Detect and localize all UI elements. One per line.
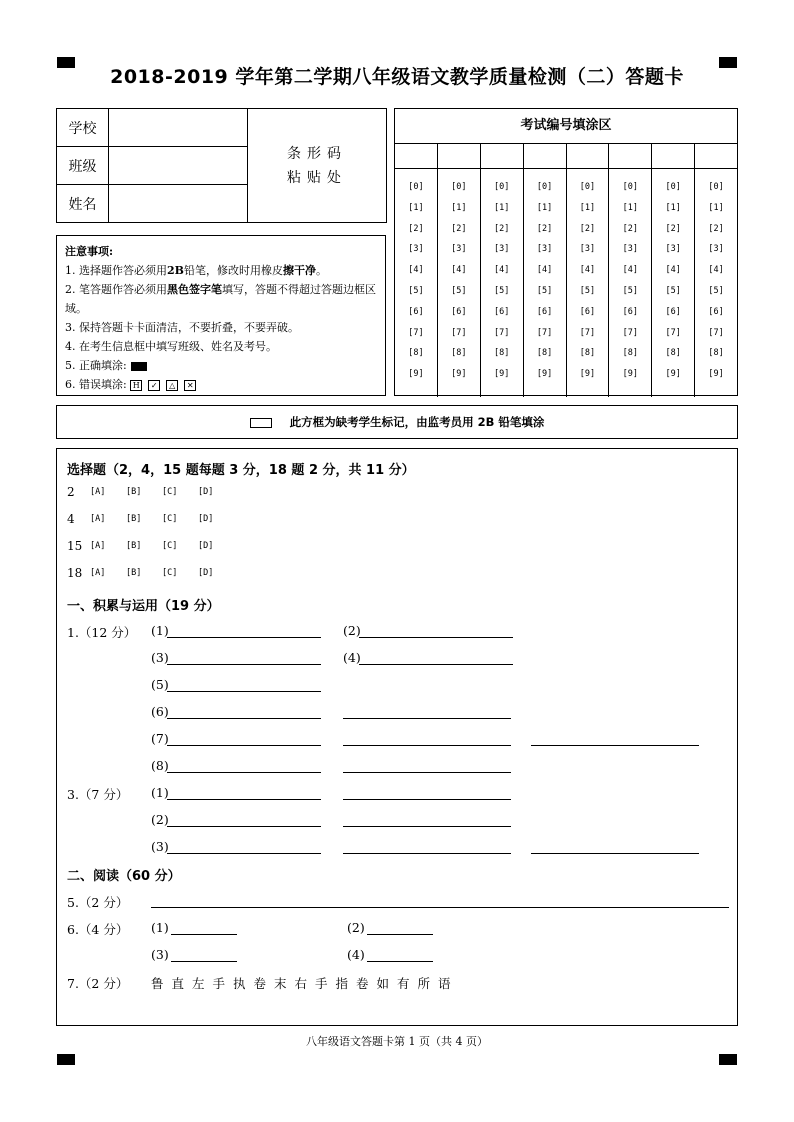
exam-id-bubble[interactable]: [4]	[451, 265, 467, 276]
student-info-table	[56, 108, 387, 223]
class-field[interactable]	[109, 147, 248, 185]
exam-id-bubble[interactable]: [3]	[451, 244, 467, 255]
choice-option-bubble[interactable]: [D]	[198, 568, 214, 578]
exam-id-bubble[interactable]: [2]	[579, 223, 596, 234]
answer-line[interactable]	[359, 664, 513, 665]
exam-id-bubble[interactable]: [0]	[408, 182, 424, 192]
exam-id-bubble[interactable]: [7]	[579, 327, 596, 338]
exam-id-bubble[interactable]: [0]	[494, 182, 510, 192]
exam-id-bubble[interactable]: [5]	[494, 285, 510, 296]
school-label: 学校	[57, 109, 109, 147]
exam-id-bubble[interactable]: [6]	[451, 306, 467, 317]
exam-id-title: 考试编号填涂区	[395, 109, 737, 144]
q5-label: 5.（2 分）	[67, 895, 129, 910]
exam-id-bubble[interactable]: [9]	[451, 369, 467, 380]
exam-id-digit-cell[interactable]	[395, 144, 437, 169]
exam-id-bubble[interactable]: [7]	[665, 327, 681, 338]
q7-text: 鲁直左手执卷末右手指卷如有所语	[151, 976, 459, 991]
q7-label: 7.（2 分）	[67, 976, 129, 991]
exam-id-bubble[interactable]: [8]	[579, 348, 596, 359]
exam-id-bubble[interactable]: [3]	[708, 244, 724, 255]
answer-line[interactable]	[167, 772, 321, 773]
exam-id-bubble[interactable]: [9]	[494, 369, 510, 380]
q1-label: 1.（12 分）	[67, 625, 137, 640]
exam-id-bubble[interactable]: [0]	[708, 182, 724, 192]
notes-item-1: 1. 选择题作答必须用2B铅笔，修改时用橡皮擦干净。	[65, 264, 327, 277]
exam-id-bubble[interactable]: [8]	[536, 348, 553, 359]
exam-id-bubble[interactable]: [9]	[665, 369, 681, 380]
exam-id-bubble[interactable]: [6]	[579, 306, 596, 317]
choice-option-bubble[interactable]: [B]	[126, 514, 142, 524]
answer-line[interactable]	[167, 826, 321, 827]
q6-answer-line-3[interactable]	[171, 961, 237, 962]
choice-question-number: 15	[67, 539, 83, 553]
exam-id-column	[481, 144, 524, 397]
exam-id-bubble[interactable]: [5]	[622, 285, 638, 296]
choice-option-bubble[interactable]: [C]	[162, 568, 178, 578]
exam-id-bubble[interactable]: [0]	[451, 182, 467, 192]
exam-id-bubble[interactable]: [1]	[494, 202, 510, 213]
school-field[interactable]	[109, 109, 248, 147]
exam-id-bubble[interactable]: [4]	[708, 265, 724, 276]
exam-id-bubble[interactable]: [3]	[665, 244, 681, 255]
answer-line[interactable]	[167, 745, 321, 746]
name-field[interactable]	[109, 185, 248, 223]
exam-id-bubble[interactable]: [1]	[408, 202, 424, 213]
exam-id-bubble[interactable]: [0]	[665, 182, 681, 192]
sub-question-label: (3)	[151, 839, 169, 854]
exam-id-column	[567, 144, 610, 397]
exam-id-bubble[interactable]: [8]	[665, 348, 681, 359]
exam-id-bubble[interactable]: [7]	[622, 327, 638, 338]
choice-option-bubble[interactable]: [D]	[198, 541, 214, 551]
answer-line[interactable]	[343, 745, 511, 746]
exam-id-bubble[interactable]: [4]	[665, 265, 681, 276]
exam-id-digit-cell[interactable]	[695, 144, 737, 169]
exam-id-bubble[interactable]: [7]	[708, 327, 724, 338]
exam-id-bubble[interactable]: [8]	[408, 348, 424, 359]
q6-label: 6.（4 分）	[67, 922, 129, 937]
q6-sub-1: (1)	[151, 920, 169, 935]
choice-option-bubble[interactable]: [D]	[198, 487, 214, 497]
exam-id-column	[524, 144, 567, 397]
exam-id-bubble[interactable]: [2]	[622, 223, 638, 234]
notes-item-4: 4. 在考生信息框中填写班级、姓名及考号。	[65, 340, 277, 353]
answer-line[interactable]	[359, 637, 513, 638]
notes-item-5: 5. 正确填涂:	[65, 356, 377, 375]
q6-sub-4: (4)	[347, 947, 365, 962]
exam-id-bubble[interactable]: [2]	[408, 223, 424, 234]
exam-id-bubble[interactable]: [1]	[708, 202, 724, 213]
absent-text: 此方框为缺考学生标记，由监考员用 2B 铅笔填涂	[289, 415, 545, 429]
exam-id-digit-cell[interactable]	[481, 144, 523, 169]
answer-line[interactable]	[343, 826, 511, 827]
q6-sub-2: (2)	[347, 920, 365, 935]
exam-id-bubble[interactable]: [3]	[536, 244, 553, 255]
choice-option-bubble[interactable]: [C]	[162, 514, 178, 524]
choice-question-number: 2	[67, 485, 75, 499]
exam-id-bubble[interactable]: [4]	[579, 265, 596, 276]
notes-item-6: 6. 错误填涂: H ✓ △ ✕	[65, 375, 377, 394]
exam-id-bubble[interactable]: [4]	[494, 265, 510, 276]
exam-id-bubble[interactable]: [2]	[665, 223, 681, 234]
barcode-area	[248, 109, 387, 223]
choice-option-bubble[interactable]: [A]	[90, 487, 106, 497]
exam-id-bubble[interactable]: [5]	[665, 285, 681, 296]
exam-id-bubble[interactable]: [2]	[494, 223, 510, 234]
answer-line[interactable]	[167, 718, 321, 719]
answer-line[interactable]	[343, 718, 511, 719]
exam-id-digit-cell[interactable]	[524, 144, 566, 169]
choice-option-bubble[interactable]: [A]	[90, 541, 106, 551]
section1-heading: 一、积累与运用（19 分）	[67, 599, 220, 614]
sub-question-label: (6)	[151, 704, 169, 719]
answer-line[interactable]	[531, 853, 699, 854]
registration-mark-bottom-right	[719, 1054, 737, 1065]
choice-question-number: 18	[67, 566, 83, 580]
wrong-fill-sample: H	[130, 380, 142, 391]
class-label: 班级	[57, 147, 109, 185]
q6-answer-line-4[interactable]	[367, 961, 433, 962]
page-footer: 八年级语文答题卡第 1 页（共 4 页）	[306, 1035, 488, 1048]
exam-id-bubble[interactable]: [0]	[536, 182, 553, 192]
answer-line[interactable]	[343, 772, 511, 773]
wrong-fill-sample: ✕	[184, 380, 196, 391]
exam-id-bubble[interactable]: [6]	[708, 306, 724, 317]
exam-id-column	[652, 144, 695, 397]
notes-box	[56, 235, 386, 396]
exam-id-bubble[interactable]: [5]	[579, 285, 596, 296]
notes-item-3: 3. 保持答题卡卡面清洁，不要折叠，不要弄破。	[65, 321, 299, 334]
absent-checkbox[interactable]	[250, 418, 272, 428]
exam-id-digit-cell[interactable]	[567, 144, 609, 169]
sub-question-label: (3)	[151, 650, 169, 665]
exam-id-bubble[interactable]: [5]	[451, 285, 467, 296]
wrong-fill-sample: ✓	[148, 380, 160, 391]
notes-item-2: 2. 笔答题作答必须用黑色签字笔填写，答题不得超过答题边框区域。	[65, 283, 376, 315]
sub-question-label: (1)	[151, 623, 169, 638]
exam-id-bubble[interactable]: [5]	[408, 285, 424, 296]
exam-id-bubble[interactable]: [0]	[622, 182, 638, 192]
choice-question-number: 4	[67, 512, 75, 526]
exam-id-bubble[interactable]: [6]	[665, 306, 681, 317]
choice-option-bubble[interactable]: [A]	[90, 514, 106, 524]
choice-option-bubble[interactable]: [D]	[198, 514, 214, 524]
exam-id-bubble[interactable]: [1]	[451, 202, 467, 213]
exam-id-bubble[interactable]: [4]	[622, 265, 638, 276]
sub-question-label: (4)	[343, 650, 361, 665]
name-label: 姓名	[57, 185, 109, 223]
answer-line[interactable]	[167, 637, 321, 638]
q5-answer-line[interactable]	[151, 907, 729, 908]
exam-id-column	[609, 144, 652, 397]
sub-question-label: (7)	[151, 731, 169, 746]
exam-id-column	[695, 144, 737, 397]
exam-id-bubble[interactable]: [1]	[536, 202, 553, 213]
sub-question-label: (1)	[151, 785, 169, 800]
exam-id-bubble[interactable]: [9]	[408, 369, 424, 380]
exam-id-bubble[interactable]: [7]	[494, 327, 510, 338]
page-title: 2018-2019 学年第二学期八年级语文教学质量检测（二）答题卡	[110, 66, 684, 88]
exam-id-bubble[interactable]: [6]	[536, 306, 553, 317]
barcode-label-line2: 粘贴处	[287, 169, 347, 186]
q6-sub-3: (3)	[151, 947, 169, 962]
barcode-label-line1: 条形码	[287, 145, 347, 162]
exam-id-bubble[interactable]: [9]	[622, 369, 638, 380]
exam-id-bubble[interactable]: [9]	[579, 369, 596, 380]
q6-answer-line-2[interactable]	[367, 934, 433, 935]
sub-question-label: (5)	[151, 677, 169, 692]
exam-id-column	[438, 144, 481, 397]
answer-line[interactable]	[343, 799, 511, 800]
notes-title: 注意事项:	[65, 245, 114, 258]
exam-id-digit-cell[interactable]	[609, 144, 651, 169]
exam-id-bubble[interactable]: [7]	[408, 327, 424, 338]
wrong-fill-sample: △	[166, 380, 178, 391]
answer-line[interactable]	[167, 799, 321, 800]
choice-option-bubble[interactable]: [C]	[162, 487, 178, 497]
exam-id-bubble[interactable]: [2]	[451, 223, 467, 234]
sub-question-label: (2)	[343, 623, 361, 638]
exam-id-bubble[interactable]: [2]	[536, 223, 553, 234]
exam-id-bubble[interactable]: [4]	[408, 265, 424, 276]
exam-id-bubble[interactable]: [8]	[494, 348, 510, 359]
exam-id-bubble[interactable]: [5]	[708, 285, 724, 296]
answer-line[interactable]	[167, 664, 321, 665]
q3-label: 3.（7 分）	[67, 787, 129, 802]
answer-line[interactable]	[167, 853, 321, 854]
choice-heading: 选择题（2，4，15 题每题 3 分，18 题 2 分，共 11 分）	[67, 463, 415, 478]
exam-id-bubble[interactable]: [6]	[494, 306, 510, 317]
exam-id-column	[395, 144, 438, 397]
exam-id-bubble[interactable]: [7]	[536, 327, 553, 338]
exam-id-bubble[interactable]: [1]	[579, 202, 596, 213]
choice-option-bubble[interactable]: [A]	[90, 568, 106, 578]
absent-marker-box	[56, 405, 738, 439]
answer-line[interactable]	[167, 691, 321, 692]
exam-id-bubble[interactable]: [8]	[708, 348, 724, 359]
exam-id-bubble[interactable]: [5]	[536, 285, 553, 296]
exam-id-bubble[interactable]: [8]	[622, 348, 638, 359]
exam-id-bubble[interactable]: [0]	[579, 182, 596, 192]
exam-id-columns	[395, 144, 737, 397]
registration-mark-bottom-left	[57, 1054, 75, 1065]
choice-option-bubble[interactable]: [B]	[126, 541, 142, 551]
exam-id-bubble[interactable]: [7]	[451, 327, 467, 338]
exam-id-bubble[interactable]: [3]	[579, 244, 596, 255]
exam-id-bubble[interactable]: [3]	[622, 244, 638, 255]
exam-id-bubble[interactable]: [3]	[408, 244, 424, 255]
answer-line[interactable]	[531, 745, 699, 746]
section2-heading: 二、阅读（60 分）	[67, 869, 181, 884]
exam-id-bubble[interactable]: [1]	[665, 202, 681, 213]
exam-id-bubble[interactable]: [3]	[494, 244, 510, 255]
exam-id-bubble[interactable]: [8]	[451, 348, 467, 359]
exam-id-bubble[interactable]: [2]	[708, 223, 724, 234]
exam-id-bubble[interactable]: [6]	[408, 306, 424, 317]
exam-id-digit-cell[interactable]	[438, 144, 480, 169]
sub-question-label: (2)	[151, 812, 169, 827]
answer-line[interactable]	[343, 853, 511, 854]
correct-fill-sample	[131, 362, 147, 371]
exam-id-bubble[interactable]: [6]	[622, 306, 638, 317]
choice-option-bubble[interactable]: [C]	[162, 541, 178, 551]
choice-option-bubble[interactable]: [B]	[126, 568, 142, 578]
exam-id-bubble[interactable]: [9]	[708, 369, 724, 380]
exam-id-area	[394, 108, 738, 396]
q6-answer-line-1[interactable]	[171, 934, 237, 935]
exam-id-bubble[interactable]: [9]	[536, 369, 553, 380]
answer-area	[56, 448, 738, 1026]
exam-id-bubble[interactable]: [4]	[536, 265, 553, 276]
choice-option-bubble[interactable]: [B]	[126, 487, 142, 497]
exam-id-bubble[interactable]: [1]	[622, 202, 638, 213]
exam-id-digit-cell[interactable]	[652, 144, 694, 169]
sub-question-label: (8)	[151, 758, 169, 773]
